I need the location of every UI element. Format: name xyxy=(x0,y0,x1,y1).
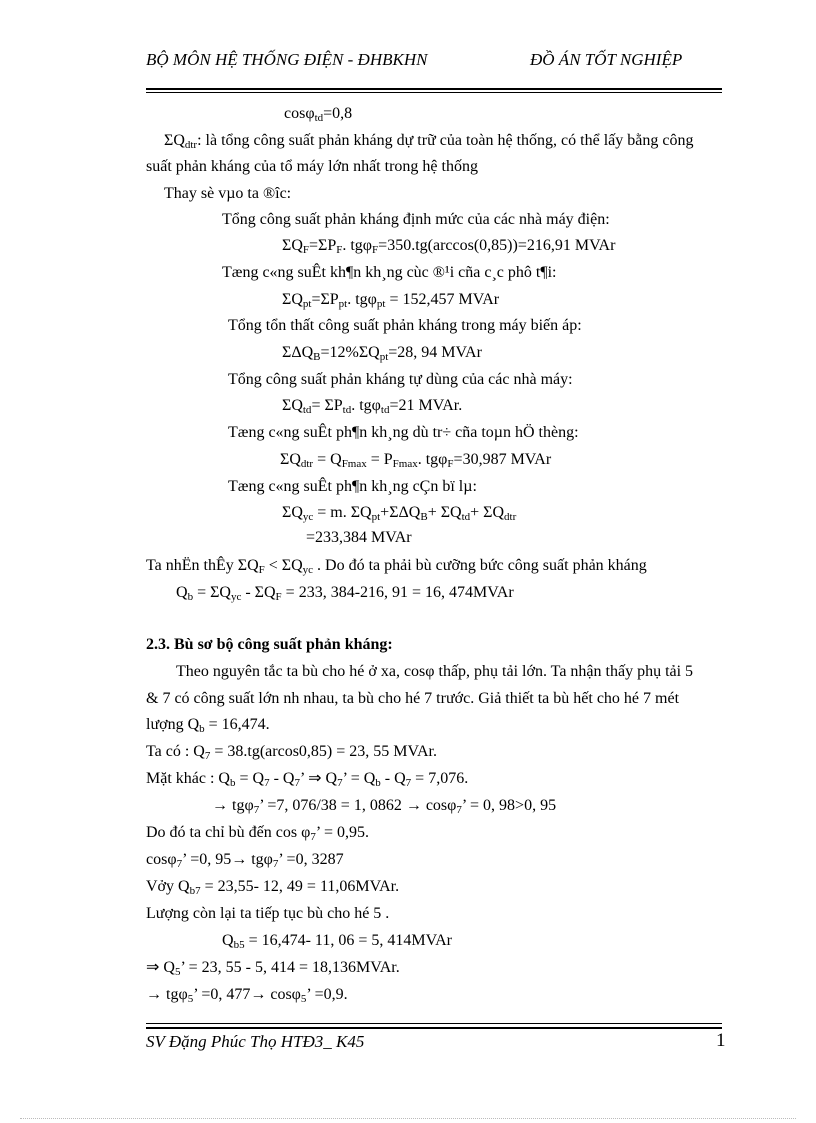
text-line: & 7 có công suất lớn nh nhau, ta bù cho hé 7 trước. Giả thiết ta bù hết cho hé 7 mét xyxy=(146,690,680,707)
text-line: cosφ$_7$’ =0, 95→ tgφ$_7$’ =0, 3287 xyxy=(146,851,344,870)
text-line: Tổng công suất phản kháng định mức của các nhà máy điện: xyxy=(222,211,610,228)
text-line: Tổng tổn thất công suất phản kháng trong máy biến áp: xyxy=(228,317,582,334)
text-line: $\Sigma Q_{dtr} = Q_{Fmax} = P_{Fmax}$. tgφ$_F$=30,987 MVAr xyxy=(280,451,552,470)
text-line: lượng $Q_b = 16,474$. xyxy=(146,716,270,735)
text-line: $\Sigma\Delta Q_B=12\%\Sigma Q_{pt}=28$, 94 MVAr xyxy=(282,344,482,363)
text-line: ⇒ $Q_5$’ = 23, 55 - 5, 414 = 18,136MVAr. xyxy=(146,959,400,978)
text-line: $\Sigma Q_{td}= \Sigma P_{td}$. tgφ$_{td}$=21 MVAr. xyxy=(282,397,463,416)
text-line: Tæng c«ng suÊt ph¶n kh¸ng dù tr÷ cña toµn hÖ thèng: xyxy=(228,424,579,441)
footer-author: SV Đặng Phúc Thọ HTĐ3_ K45 xyxy=(146,1032,365,1051)
text-line: Ta nhËn thÊy $\Sigma Q_F < \Sigma Q_{yc}$ . Do đó ta phải bù cưỡng bức công suất phản kháng xyxy=(146,557,647,576)
text-line: Tổng công suất phản kháng tự dùng của các nhà máy: xyxy=(228,371,573,388)
text-line: Tæng c«ng suÊt kh¶n kh¸ng cùc ®¹i cña c¸c phô t¶i: xyxy=(222,264,557,281)
text-line: Tæng c«ng suÊt ph¶n kh¸ng cÇn bï lµ: xyxy=(228,478,477,495)
page-number: 1 xyxy=(716,1030,726,1051)
text-line: $\Sigma Q_{yc} = m$. $\Sigma Q_{pt}+\Sigma\Delta Q_B+ \Sigma Q_{td}+ \Sigma Q_{dtr}$ xyxy=(282,504,517,523)
page-edge xyxy=(20,1118,796,1119)
text-line: → tgφ$_5$’ =0, 477→ cosφ$_5$’ =0,9. xyxy=(146,986,348,1005)
text-line: Thay sè vµo ta ®îc: xyxy=(164,185,292,202)
text-line: Mặt khác : $Q_b = Q_7 - Q_7$’ ⇒ $Q_7$’ = $Q_b - Q_7 = 7,076$. xyxy=(146,770,469,789)
text-line: $\Sigma Q_{dtr}$: là tổng công suất phản kháng dự trữ của toàn hệ thống, có thể lấy bằng công xyxy=(164,132,694,151)
header-rule-thin xyxy=(146,92,722,93)
text-line: $\Sigma Q_F=\Sigma P_F$. tgφ$_F$=350.tg(arccos(0,85))=216,91 MVAr xyxy=(282,237,616,256)
text-line: suất phản kháng của tổ máy lớn nhất trong hệ thống xyxy=(146,158,478,175)
footer-rule-thick xyxy=(146,1027,722,1029)
text-line: Vởy $Q_{b7} = 23,55-$ 12, 49 = 11,06MVAr. xyxy=(146,878,400,897)
section-heading: 2.3. Bù sơ bộ công suất phản kháng: xyxy=(146,636,393,653)
text-line: Do đó ta chỉ bù đến $\cos \varphi_7$’ = 0,95. xyxy=(146,824,369,843)
footer-rule xyxy=(146,1023,722,1024)
text-line: Ta có : $Q_7 = 38.tg(arcos0,85) = 23$, 55 MVAr. xyxy=(146,743,437,762)
text-line: =233,384 MVAr xyxy=(306,529,412,546)
text-line: Theo nguyên tắc ta bù cho hé ở xa, cosφ thấp, phụ tải lớn. Ta nhận thấy phụ tải 5 xyxy=(176,663,694,680)
text-line: cosφ$_{td}$=0,8 xyxy=(284,105,353,124)
text-line: Lượng còn lại ta tiếp tục bù cho hé 5 . xyxy=(146,905,390,922)
text-line: $Q_{b5} = 16,474-$ 11, 06 = 5, 414MVAr xyxy=(222,932,452,951)
text-line: $Q_b = \Sigma Q_{yc} - \Sigma Q_F = 233$, 384-216, 91 = 16, 474MVAr xyxy=(176,584,514,603)
header-left: BỘ MÔN HỆ THỐNG ĐIỆN - ĐHBKHN xyxy=(146,50,428,69)
text-line: $\Sigma Q_{pt}=\Sigma P_{pt}$. tgφ$_{pt}$ = 152,457 MVAr xyxy=(282,291,500,310)
header-rule xyxy=(146,88,722,90)
header-right: ĐỒ ÁN TỐT NGHIỆP xyxy=(530,50,683,69)
text-line: → tgφ$_7$’ =7, 076/38 = 1, 0862 → cosφ$_7$’ = 0, 98>0, 95 xyxy=(212,797,557,816)
